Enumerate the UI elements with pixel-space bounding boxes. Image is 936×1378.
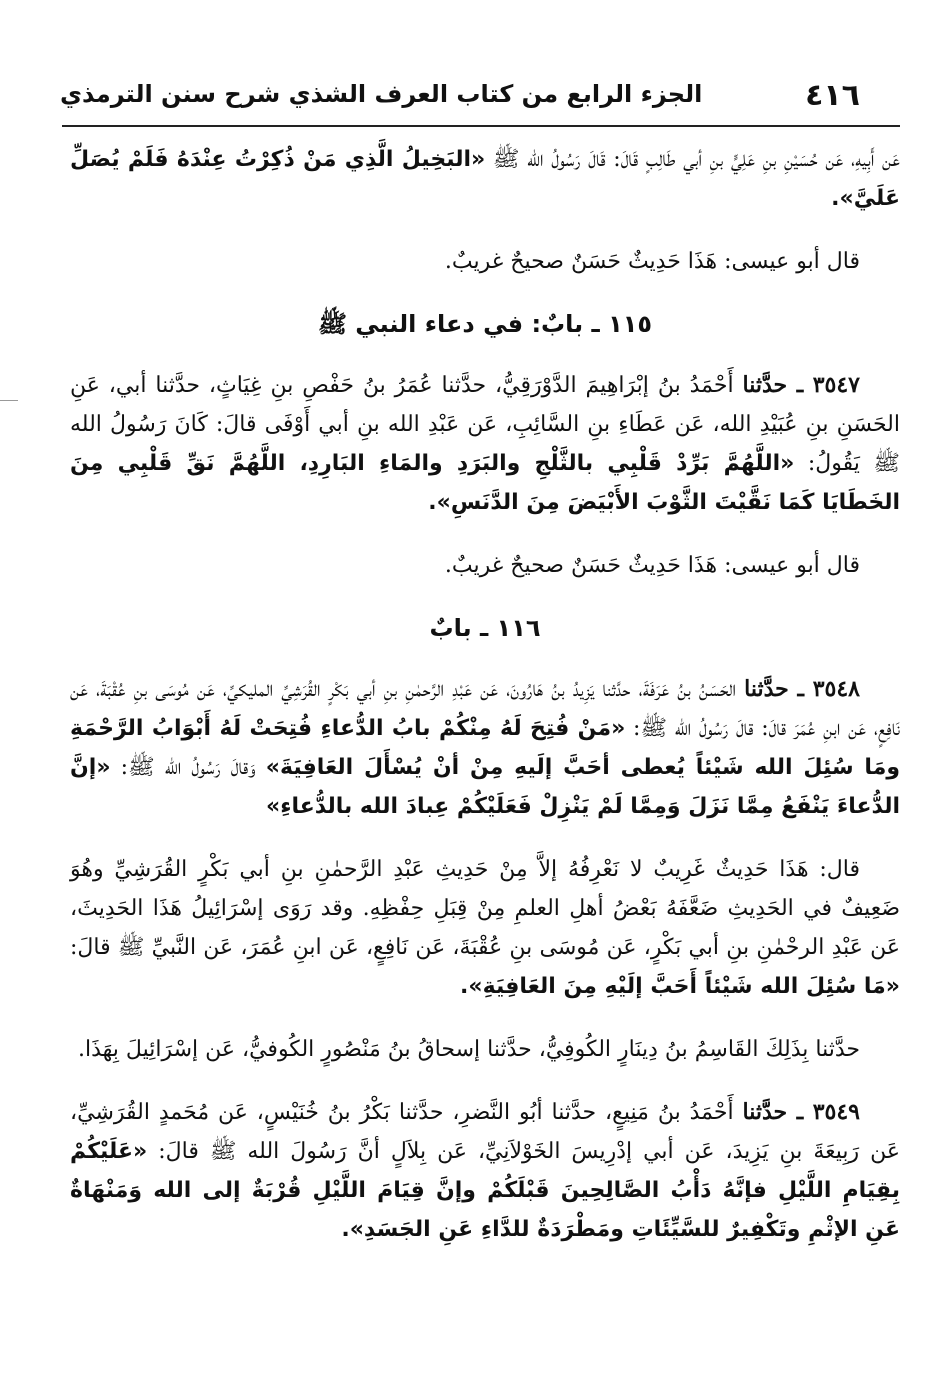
hadith-3547 — [70, 366, 900, 522]
page-header — [60, 72, 900, 124]
comment-text: حدَّثنا بِذَلِكَ القَاسِمُ بنُ دِينَارٍ الكُوفِيُّ، حدَّثنا إسحاقُ بنُ مَنْصُورٍ الكُوفيُّ، عَن إسْرَائِيلَ بِهَذَا. — [78, 1037, 860, 1062]
header-rule — [62, 125, 900, 127]
hadith-number: ٣٥٤٧ ـ — [787, 372, 860, 398]
hadith-lead: حدَّثنا — [742, 372, 788, 398]
hadith-3549 — [70, 1093, 900, 1249]
margin-mark — [0, 400, 18, 401]
hadith-connector: وَقالَ رَسُولُ الله ﷺ: — [110, 755, 266, 780]
hadith-number: ٣٥٤٨ ـ — [788, 676, 860, 702]
hadith-quote: «البَخِيلُ الَّذِي مَنْ ذُكِرْتُ عِنْدَهُ فَلَمْ يُصَلِّ عَلَيَّ». — [70, 147, 900, 211]
hadith-text: عَن أَبِيهِ، عَن حُسَيْنِ بنِ عَلِيٍّ بنِ أبي طَالِبٍ قَالَ: قَالَ رَسُولُ الله ﷺ — [485, 147, 900, 172]
running-title: الجزء الرابع من كتاب العرف الشذي شرح سنن الترمذي — [60, 80, 703, 108]
hadith-quote: «إنَّ الدُّعاءَ يَنْفَعُ مِمَّا نَزَلَ وَمِمَّا لَمْ يَنْزِلْ فَعَلَيْكُمْ عِبادَ الله بالدُّعاءِ» — [70, 755, 900, 819]
chapter-heading-116: ١١٦ ـ بابٌ — [429, 614, 541, 642]
comment-text: قال: هَذَا حَدِيثٌ غَرِيبٌ لا نَعْرِفُهُ إلاَّ مِنْ حَدِيثِ عَبْدِ الرَّحمٰنِ بنِ أبي بَكْرٍ القُرَشِيِّ وهُوَ ضَعِيفٌ في الحَدِيثِ ضَعَّفَهُ بَعْضُ أهلِ العلمِ مِنْ قِبَلِ حِفْظِهِ. وقد رَوَى إسْرَائِيلُ هَذَا الحَدِيثَ، عَن عَبْدِ الرحْمٰنِ بنِ أبي بَكْرٍ، عَن مُوسَى بنِ عُقْبَةَ، عَن نَافِعٍ، عَن ابنِ عُمَرَ، عَن النَّبيِّ ﷺ قالَ: — [70, 857, 900, 960]
tirmidhi-comment — [70, 850, 900, 1006]
chain-note — [70, 1030, 900, 1069]
comment-text: قال أبو عيسى: هَذَا حَدِيثٌ حَسَنٌ صحيحٌ غريبٌ. — [444, 249, 860, 274]
abu-isa-comment — [70, 242, 900, 281]
hadith-number: ٣٥٤٩ ـ — [787, 1099, 860, 1125]
page-body — [70, 140, 900, 1273]
hadith-quote: «مَا سُئِلَ الله شَيْئاً أَحَبَّ إلَيْهِ مِنَ العَافِيَةِ». — [460, 974, 900, 999]
hadith-lead: حدَّثنا — [744, 676, 789, 702]
chapter-heading-115: ١١٥ ـ بابٌ: في دعاء النبي ﷺ — [317, 310, 653, 338]
hadith-quote: «عَلَيْكُمْ بِقِيَامِ اللَّيْلِ فإنَّهُ دَأْبُ الصَّالِحِينَ قَبْلَكُمْ وإنَّ قِيَامَ اللَّيْلِ قُرْبَةٌ إلى الله وَمَنْهَاةٌ عَنِ الإثْمِ وتَكْفِيرٌ للسَّيِّئَاتِ ومَطْرَدَةٌ للدَّاءِ عَنِ الجَسَدِ». — [70, 1139, 900, 1242]
hadith-isnad: أَحْمَدُ بنُ إبْرَاهِيمَ الدَّوْرَقِيُّ، حدَّثنا عُمَرُ بنُ حَفْصِ بنِ غِيَاثٍ، حدَّثنا أبي، عَنِ الحَسَنِ بنِ عُبَيْدِ الله، عَن عَطَاءِ بنِ السَّائِبِ، عَن عَبْدِ الله بنِ أبي أَوْفَى قالَ: كَانَ رَسُولُ الله ﷺ يَقُولُ: — [70, 373, 900, 476]
hadith-continuation — [70, 140, 900, 218]
hadith-isnad: أَحْمَدُ بنُ مَنِيعٍ، حدَّثنا أبُو النَّضرِ، حدَّثنا بَكْرُ بنُ خُنَيْسٍ، عَن مُحَمدٍ القُرَشِيِّ، عَن رَبِيعَةَ بنِ يَزِيدَ، عَن أبي إدْرِيسَ الخَوْلاَنِيِّ، عَن بِلاَلٍ أنَّ رَسُولَ الله ﷺ قالَ: — [70, 1100, 900, 1164]
hadith-isnad: الحَسَنُ بنُ عَرَفَةَ، حدَّثنا يَزِيدُ بنُ هَارُونَ، عَن عَبْدِ الرَّحمٰنِ بنِ أبي بَكْرٍ القُرَشِيِّ المليكيِّ، عَن مُوسَى بنِ عُقْبَةَ، عَن نَافِعٍ، عَن ابنِ عُمَرَ قالَ: قالَ رَسُولُ الله ﷺ: — [70, 677, 900, 741]
comment-text: قال أبو عيسى: هَذَا حَدِيثٌ حَسَنٌ صحيحٌ غريبٌ. — [444, 553, 860, 578]
page-number: ٤١٦ — [805, 78, 860, 113]
abu-isa-comment — [70, 546, 900, 585]
hadith-lead: حدَّثنا — [742, 1099, 788, 1125]
hadith-3548 — [70, 670, 900, 826]
hadith-quote: «مَنْ فُتِحَ لَهُ مِنْكُمْ بابُ الدُّعاءِ فُتِحَتْ لَهُ أَبْوَابُ الرَّحْمَةِ ومَا سُئِلَ الله شَيْئاً يُعطى أحَبَّ إلَيهِ مِنْ أنْ يُسْأَلَ العَافِيَةَ» — [70, 716, 900, 780]
hadith-quote: «اللَّهُمَّ بَرِّدْ قَلْبِي بالثَّلْجِ والبَرَدِ والمَاءِ البَارِدِ، اللَّهُمَّ نَقِّ قَلْبِي مِنَ الخَطَايَا كَمَا نَقَّيْتَ الثَّوْبَ الأَبْيَضَ مِنَ الدَّنَسِ». — [70, 451, 900, 515]
